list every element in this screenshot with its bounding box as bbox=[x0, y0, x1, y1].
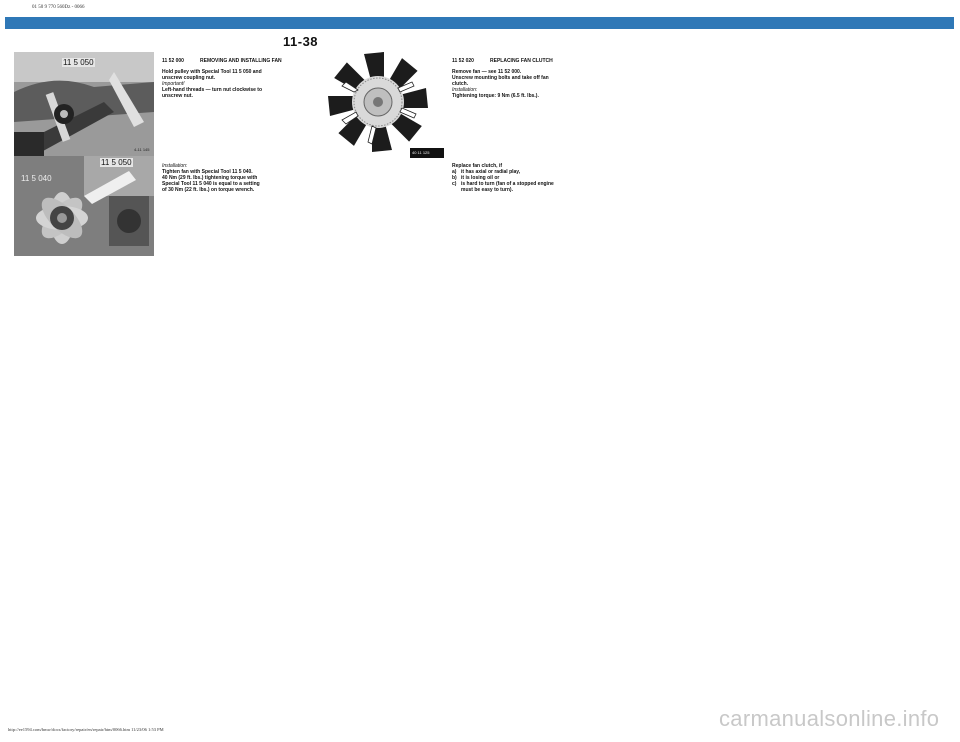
photo-installing-fan bbox=[14, 156, 154, 256]
list-item: b) it is losing oil or bbox=[452, 175, 500, 181]
list-item: c) is hard to turn (fan of a stopped engine bbox=[452, 181, 554, 187]
list-intro: Replace fan clutch, if bbox=[452, 163, 503, 169]
photo-removing-fan bbox=[14, 52, 154, 156]
page-number: 11-38 bbox=[283, 34, 319, 49]
text-line: Tighten fan with Special Tool 11 5 040. bbox=[162, 169, 253, 175]
text-line: unscrew coupling nut. bbox=[162, 75, 216, 81]
text-line: clutch. bbox=[452, 81, 469, 87]
photo-ref-number: 4-11 145 bbox=[134, 147, 150, 152]
list-item: a) it has axial or radial play, bbox=[452, 169, 521, 175]
text-line: Remove fan — see 11 52 000. bbox=[452, 69, 522, 75]
important-label: Important! bbox=[162, 81, 185, 87]
text-line: Tightening torque: 9 Nm (6.5 ft. lbs.). bbox=[452, 93, 539, 99]
footer-url: http://ee1594.com/bmw/docs/factory/repair/en/repair/htm/0066.htm 11/23/06 1:53 PM bbox=[8, 727, 164, 732]
photo-fan-clutch bbox=[306, 52, 444, 158]
photo-label-tool-b: 11 5 040 bbox=[21, 174, 52, 183]
photo-ref-fan: 40 11 125 bbox=[412, 150, 430, 155]
text-line: 40 Nm (29 ft. lbs.) tightening torque with bbox=[162, 175, 258, 181]
text-line: Unscrew mounting bolts and take off fan bbox=[452, 75, 549, 81]
section-title: REPLACING FAN CLUTCH bbox=[490, 58, 553, 64]
text-line: Hold pulley with Special Tool 11 5 050 and bbox=[162, 69, 262, 75]
photo-label-tool-a: 11 5 050 bbox=[101, 158, 132, 167]
section-fan-installation bbox=[162, 163, 298, 193]
text-line: of 30 Nm (22 ft. lbs.) on torque wrench. bbox=[162, 187, 255, 193]
text-line: Left-hand threads — turn nut clockwise to bbox=[162, 87, 263, 93]
section-code: 11 52 000 bbox=[162, 58, 184, 64]
text-line: unscrew nut. bbox=[162, 93, 193, 99]
page-header-id: 01 50 9 770 560Dz - 0066 bbox=[32, 5, 85, 10]
photo-label-tool: 11 5 050 bbox=[63, 58, 94, 67]
watermark: carmanualsonline.info bbox=[719, 706, 940, 731]
text-line: Special Tool 11 5 040 is equal to a setting bbox=[162, 181, 260, 187]
section-removing-installing-fan bbox=[162, 58, 298, 99]
section-code: 11 52 020 bbox=[452, 58, 474, 64]
list-item-continuation: must be easy to turn). bbox=[461, 187, 513, 193]
top-blue-bar bbox=[5, 17, 954, 29]
installation-label: Installation: bbox=[452, 87, 478, 93]
installation-label: Installation: bbox=[162, 163, 188, 169]
section-title: REMOVING AND INSTALLING FAN bbox=[200, 58, 282, 64]
section-replace-clutch-conditions bbox=[452, 163, 582, 193]
section-replacing-fan-clutch bbox=[452, 58, 582, 99]
